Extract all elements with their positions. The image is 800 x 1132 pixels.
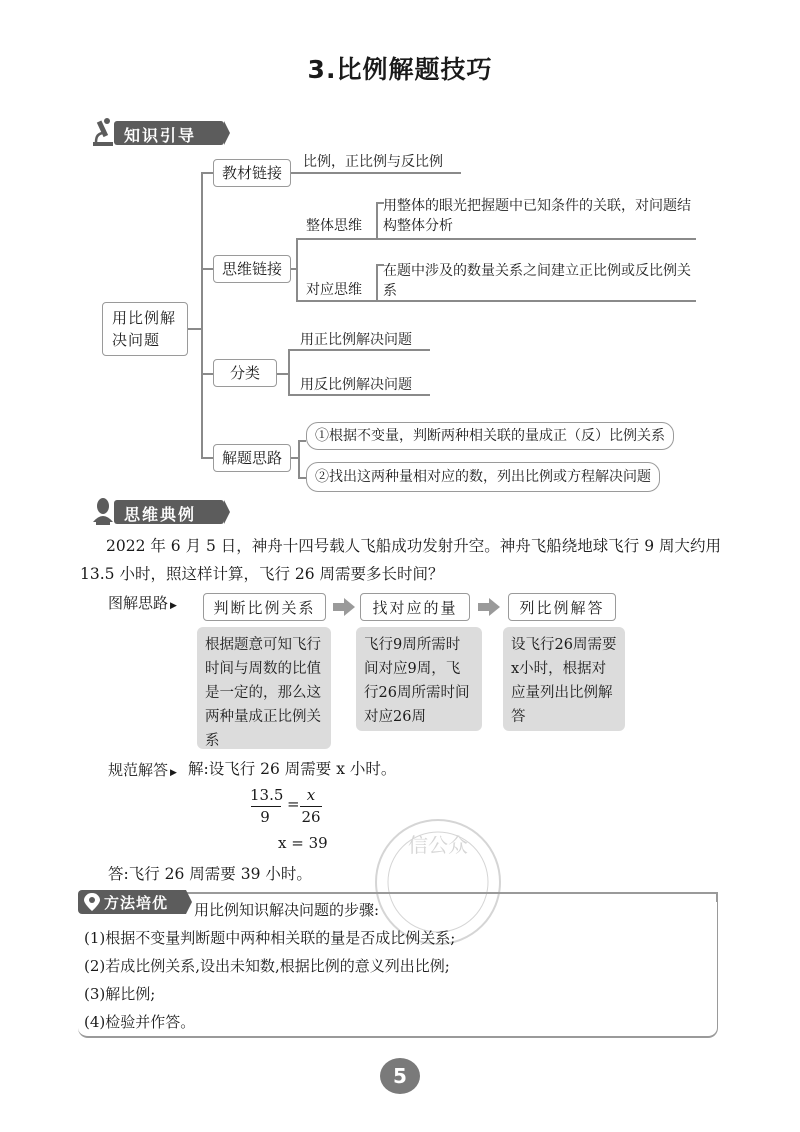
arrow-right-icon <box>333 598 355 616</box>
solution-intro: 解:设飞行 26 周需要 x 小时。 <box>188 760 397 778</box>
mind-map-root: 用比例解决问题 <box>102 302 188 356</box>
section-tag-knowledge <box>90 121 240 145</box>
problem-line-2: 13.5 小时，照这样计算，飞行 26 周需要多长时间？ <box>80 565 444 583</box>
node-approach: 解题思路 <box>213 444 291 472</box>
fraction-left-denominator: 9 <box>260 808 270 826</box>
page-title: 3.比例解题技巧 <box>307 55 493 84</box>
arrow-right-icon <box>478 598 500 616</box>
approach-item-2: ②找出这两种量相对应的数，列出比例或方程解决问题 <box>306 462 660 492</box>
svg-text:信公众: 信公众 <box>408 833 468 857</box>
method-intro: 用比例知识解决问题的步骤: <box>194 901 380 919</box>
approach-item-1: ①根据不变量，判断两种相关联的量成正（反）比例关系 <box>306 422 674 450</box>
mind-map <box>0 150 800 490</box>
step-card-3: 设飞行26周需要x小时，根据对应量列出比例解答 <box>503 627 625 731</box>
step-tag-1: 判断比例关系 <box>203 593 326 621</box>
equation-result: x = 39 <box>278 834 328 852</box>
section-tag-example <box>90 500 240 524</box>
diagram-label: 图解思路 ▶ <box>108 594 177 612</box>
fraction-right-denominator: 26 <box>301 808 321 826</box>
section-tag-label: 思维典例 <box>124 505 197 524</box>
fraction-left-numerator: 13.5 <box>250 786 284 804</box>
step-tag-2: 找对应的量 <box>360 593 470 621</box>
node-thinking: 思维链接 <box>213 255 291 283</box>
equals-sign: = <box>287 795 300 813</box>
page-number-badge <box>380 1058 420 1094</box>
method-step-2: (2)若成比例关系,设出未知数,根据比例的意义列出比例; <box>84 957 450 975</box>
answer-text: 答:飞行 26 周需要 39 小时。 <box>108 865 312 883</box>
whole-thinking-label: 整体思维 <box>306 218 362 234</box>
whole-thinking-text: 用整体的眼光把握题中已知条件的关联，对问题结构整体分析 <box>383 198 691 234</box>
step-tag-3: 列比例解答 <box>508 593 616 621</box>
section-tag-label: 方法培优 <box>104 894 169 912</box>
rocket-icon <box>90 496 116 526</box>
correspondence-thinking-label: 对应思维 <box>306 282 362 298</box>
node-textbook: 教材链接 <box>213 159 291 187</box>
section-tag-method <box>78 890 186 914</box>
correspondence-thinking-text: 在题中涉及的数量关系之间建立正比例或反比例关系 <box>383 263 691 299</box>
classify-item-1: 用正比例解决问题 <box>300 332 412 348</box>
node-classify: 分类 <box>213 359 277 387</box>
fraction-right-numerator: x <box>306 786 316 804</box>
microscope-icon <box>90 117 116 147</box>
problem-line-1: 2022 年 6 月 5 日，神舟十四号载人飞船成功发射升空。神舟飞船绕地球飞行 9 周大约用 <box>106 537 722 555</box>
solution-label: 规范解答 ▶ <box>108 761 177 779</box>
location-pin-icon <box>84 893 100 911</box>
method-step-1: (1)根据不变量判断题中两种相关联的量是否成比例关系; <box>84 929 456 947</box>
textbook-text: 比例，正比例与反比例 <box>303 154 443 170</box>
classify-item-2: 用反比例解决问题 <box>300 377 412 393</box>
method-step-3: (3)解比例; <box>84 985 156 1003</box>
section-tag-label: 知识引导 <box>124 126 197 145</box>
page-number: 5 <box>393 1064 407 1088</box>
step-card-2: 飞行9周所需时间对应9周，飞行26周所需时间对应26周 <box>356 627 482 731</box>
method-step-4: (4)检验并作答。 <box>84 1013 196 1031</box>
step-card-1: 根据题意可知飞行时间与周数的比值是一定的，那么这两种量成正比例关系 <box>197 627 331 749</box>
